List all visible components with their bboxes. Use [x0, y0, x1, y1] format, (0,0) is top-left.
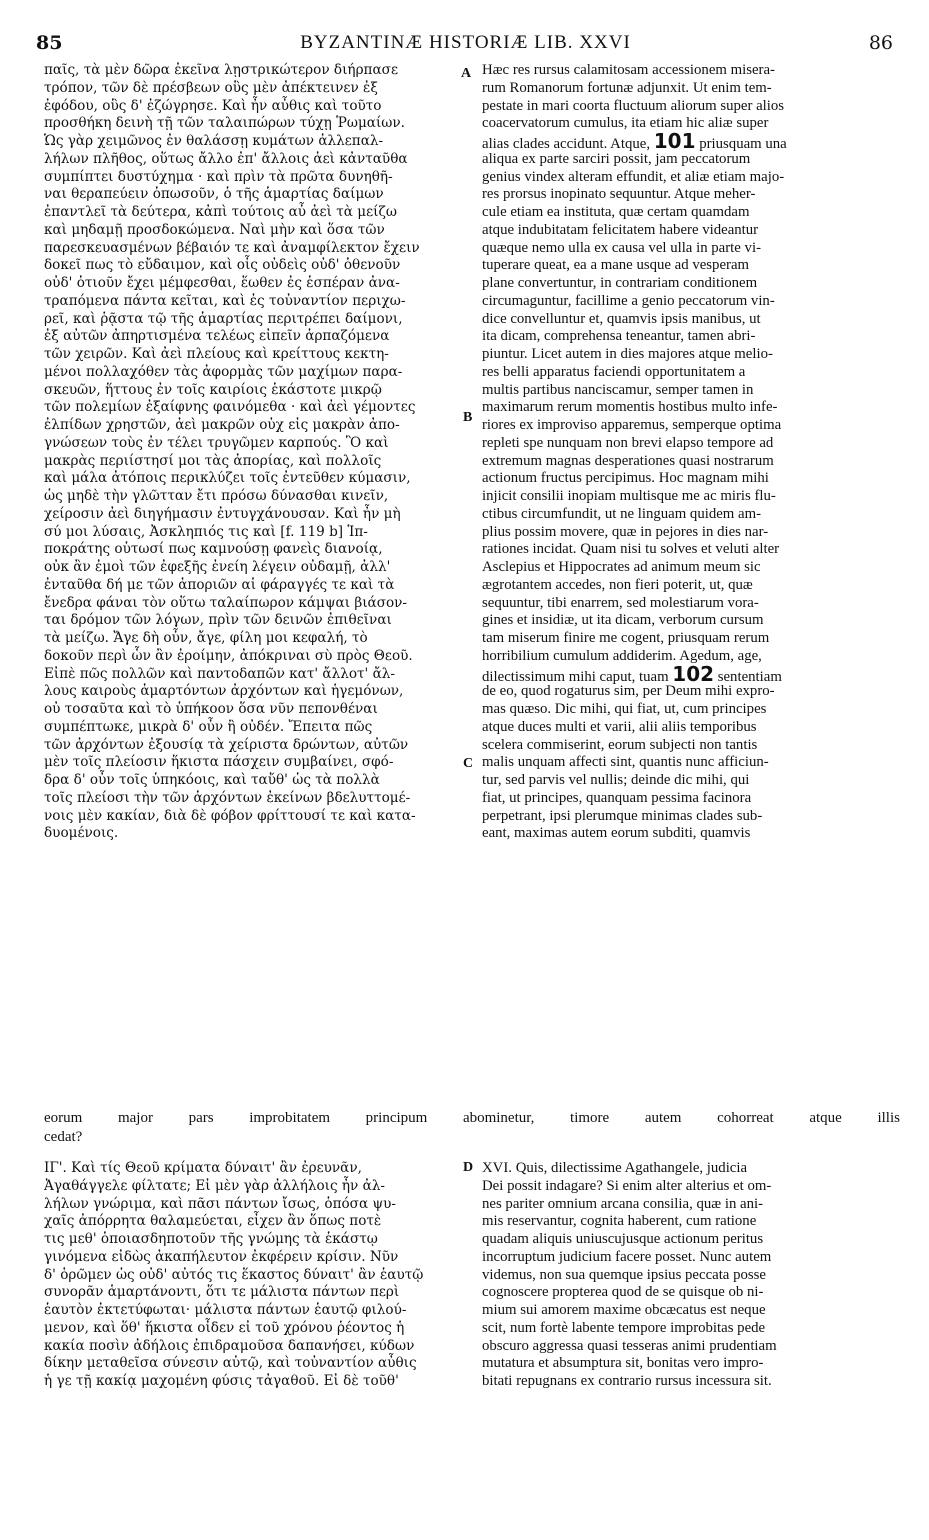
latin-line: injicit consilii inopiam multisque me ac miris flu-: [482, 488, 776, 504]
greek-line: συμπέπτωκε, μικρὰ δ' οὖν ἢ οὐδέν. Ἔπειτα πῶς: [44, 718, 373, 735]
folio-marker: 102: [672, 661, 715, 686]
greek-line: τῶν χειρῶν. Καὶ ἀεὶ πλείους καὶ κρείττους κεκτη-: [44, 346, 389, 362]
greek-line: χαῖς ἀπόρρητα θαλαμεύεται, εἶχεν ἂν ὅπως ποτὲ: [44, 1213, 382, 1230]
spanning-word: illis: [877, 1110, 900, 1126]
greek-line: παῖς, τὰ μὲν δῶρα ἐκεῖνα λῃστρικώτερον διήρπασε: [44, 62, 398, 78]
greek-line: Εἰπὲ πῶς πολλῶν καὶ παντοδαπῶν κατ' ἄλλοτ' ἄλ-: [44, 665, 395, 682]
margin-letter-c: C: [463, 756, 474, 771]
greek-line: ται δρόμον τῶν λόγων, πρὶν τῶν δεινῶν ἐπιθεῖναι: [44, 612, 392, 629]
greek-line: οὐ τοσαῦτα καὶ τὸ ὑπήκοον ὅσα νῦν πεπονθέναι: [44, 701, 378, 717]
greek-line: Ἀγαθάγγελε φίλτατε; Εἰ μὲν γὰρ ἀλλήλοις ἦν ἀλ-: [44, 1177, 386, 1194]
margin-letter-d: D: [463, 1160, 474, 1175]
greek-line: δοκεῖ πως τὸ εὔδαιμον, καὶ οἷς οὐδεὶς οὐδ' ὁθενοῦν: [44, 257, 401, 274]
latin-line: mis reservantur, cognita haberent, cum ratione: [482, 1213, 757, 1230]
spanning-line: [44, 1110, 900, 1129]
page-number-right: 86: [868, 32, 893, 54]
latin-line: repleti spe nunquam non brevi elapso tempore ad: [482, 434, 774, 451]
latin-line: res belli apparatus faciendi opportunitatem a: [482, 363, 746, 380]
greek-line: σύ μοι λύσαις, Ἀσκληπιός τις καὶ [f. 119 b] Ἱπ-: [44, 523, 368, 540]
greek-line: ἐξ αὐτῶν ἀπηρτισμένα τελέως εἰπεῖν ἁρπαζόμενα: [44, 328, 390, 345]
spanning-word: atque: [809, 1110, 842, 1126]
latin-line: XVI. Quis, dilectissime Agathangele, judicia: [482, 1160, 748, 1176]
latin-line: cognoscere propterea quod de se quisque ob ni-: [482, 1284, 764, 1301]
running-title: BYZANTINÆ HISTORIÆ LIB. XXVI: [300, 32, 631, 53]
latin-line: atque indubitatam felicitatem habere videantur: [482, 221, 759, 238]
latin-line: mutatura et absumptura sit, bonitas vero impro-: [482, 1355, 764, 1372]
latin-line: circumaguntur, facillime a genio peccatorum vin-: [482, 292, 775, 309]
latin-line: obscuro aggressa quasi tesseras animi prudentiam: [482, 1337, 777, 1354]
latin-line: aliqua ex parte sarciri possit, jam peccatorum: [482, 150, 751, 167]
greek-line: τραπόμενα πάντα κεῖται, καὶ ἐς τοὐναντίον περιχω-: [44, 292, 406, 309]
greek-line: ναι θεραπεύειν ὁπωσοῦν, ὁ τῆς ἁμαρτίας δαίμων: [44, 186, 384, 203]
latin-line: tur, sed parvis vel nullis; deinde dic mihi, qui: [482, 772, 750, 788]
latin-line: genius vindex alteram effundit, et aliæ etiam majo-: [482, 168, 785, 185]
greek-line: τῶν ἀρχόντων ἐξουσίᾳ τὰ χείριστα δρώντων, αὐτῶν: [44, 736, 409, 753]
latin-line: piuntur. Licet autem in dies majores atque melio-: [482, 346, 773, 362]
spanning-word: eorum: [44, 1110, 83, 1126]
spanning-word: timore: [570, 1110, 610, 1126]
greek-line: ἔνεδρα φάναι τὸν οὕτω ταλαίπωρον κάμψαι βιάσον-: [44, 594, 408, 611]
spanning-word: principum: [365, 1110, 428, 1126]
latin-line: tam miserum finire me cogent, priusquam rerum: [482, 630, 770, 646]
latin-line: de eo, quod rogaturus sim, per Deum mihi expro-: [482, 683, 775, 700]
latin-line: coacervatorum cumulus, ita etiam hic aliæ super: [482, 115, 769, 132]
latin-line: res prorsus inopinato sequuntur. Atque meher-: [482, 186, 756, 203]
latin-line: plane convertuntur, in contrariam conditionem: [482, 275, 758, 291]
greek-line: μὲν τοῖς πλείοσιν ἥκιστα πάσχειν συμβαίνει, σφό-: [44, 754, 394, 771]
latin-line: multis partibus nanciscamur, semper tamen in: [482, 381, 754, 398]
margin-letter-b: B: [463, 410, 473, 425]
greek-line: παρεσκευασμένων βέβαιόν τε καὶ ἀναμφίλεκτον ἔχειν: [44, 239, 420, 256]
latin-line: mium sui amorem maxime obcæcatus est neque: [482, 1302, 766, 1318]
latin-line: dilectissimum mihi caput, tuam 102 sententiam: [482, 661, 782, 686]
latin-line: cule etiam ea instituta, quæ certam quamdam: [482, 204, 750, 220]
greek-line: δ' ὁρῶμεν ὡς οὐδ' αὐτός τις ἕκαστος δύναιτ' ἂν ἑαυτῷ: [44, 1266, 424, 1283]
greek-line: τοῖς πλείοσι τὴν τῶν ἀρχόντων ἐκείνων βδελυττομέ-: [44, 789, 411, 806]
greek-line: ἐλπίδων χρηστῶν, ἀεὶ μακρῶν οὐχ εἰς μακρὰν ἀπο-: [44, 417, 400, 433]
greek-line: λήλων γνώριμα, καὶ πᾶσι πάντων ἴσως, ὁπόσα ψυ-: [44, 1195, 396, 1212]
greek-line: δοκοῦν περὶ ὧν ἂν ἐροίμην, ἀπόκριναι σὺ πρὸς Θεοῦ.: [44, 647, 413, 664]
greek-line: τρόπον, τῶν δὲ πρέσβεων οὓς μὲν ἀπέκτεινεν ἐξ: [44, 79, 378, 96]
page-number-left: 85: [36, 32, 63, 54]
margin-letter-a: A: [461, 66, 472, 81]
greek-line: ἐπαντλεῖ τὰ δεύτερα, κἀπὶ τούτοις αὖ ἀεὶ τὰ μείζω: [44, 204, 397, 220]
latin-line: tuperare queat, ea a mane usque ad vesperam: [482, 257, 750, 274]
latin-line: maximarum rerum momentis hostibus multo infe-: [482, 399, 778, 416]
latin-text-lower: [482, 1160, 900, 1391]
greek-line: δίκην μεταθεῖσα σύνεσιν αὐτῷ, καὶ τοὐναντίον αὖθις: [44, 1355, 417, 1372]
latin-line: alias clades accidunt. Atque, 101 priusquam una: [482, 129, 787, 153]
spanning-word: cohorreat: [717, 1110, 774, 1126]
spanning-line-end: cedat?: [44, 1129, 83, 1145]
greek-line: τῶν πολεμίων ἐξαίφνης φαινόμεθα · καὶ ἀεὶ γέμοντες: [44, 399, 416, 416]
latin-line: horribilium cumulum addiderim. Agedum, age,: [482, 647, 762, 664]
greek-line: σκευῶν, ἥττους ἐν τοῖς καιρίοις ἑκάστοτε μικρῷ: [44, 381, 382, 398]
greek-line: ποκράτης οὑτωσί πως καμνούσῃ φανεὶς διανοίᾳ,: [44, 541, 383, 558]
greek-line: Ὡς γὰρ χειμῶνος ἐν θαλάσσῃ κυμάτων ἀλλεπαλ-: [44, 133, 384, 149]
greek-line: δρα δ' οὖν τοῖς ὑπηκόοις, καὶ ταὔθ' ὡς τὰ πολλὰ: [44, 772, 380, 788]
latin-line: mas quæso. Dic mihi, qui fiat, ut, cum principes: [482, 701, 767, 717]
latin-line: plius possim movere, quæ in pejores in dies nar-: [482, 523, 769, 540]
greek-line: μενον, καὶ ὅθ' ἥκιστα οἶδεν εἰ τοῦ χρόνου ῥέοντος ἡ: [44, 1319, 405, 1336]
latin-line: extremum magnas desperationes quasi nostrarum: [482, 452, 774, 469]
latin-line: gines et insidiæ, ut ita dicam, verborum cursum: [482, 612, 764, 629]
latin-line: Dei possit indagare? Si enim alter alterius et om-: [482, 1177, 772, 1194]
greek-line: οὐδ' ὁτιοῦν ἔχει μέμφεσθαι, ἕωθεν ἐς ἑσπέραν ἀνα-: [44, 275, 400, 291]
greek-line: IΓ'. Καὶ τίς Θεοῦ κρίματα δύναιτ' ἂν ἐρευνᾶν,: [44, 1160, 362, 1176]
greek-line: ὡς μηδὲ τὴν γλῶτταν ἔτι πρόσω δύνασθαι κινεῖν,: [44, 488, 389, 504]
greek-line: ἐφόδου, οὓς δ' ἐζώγρησε. Καὶ ἦν αὖθις καὶ τοῦτο: [44, 97, 382, 114]
latin-line: Hæc res rursus calamitosam accessionem misera-: [482, 62, 775, 78]
greek-line: χείροσιν ἀεὶ διηγήμασιν ἐντυγχάνουσαν. Καὶ ἦν μὴ: [44, 505, 401, 522]
greek-line: δυομένοις.: [44, 825, 119, 842]
latin-line: quadam aliquis uniuscujusque actionum peritus: [482, 1231, 764, 1247]
latin-line: actionum fructus percipimus. Hoc magnam mihi: [482, 470, 769, 487]
latin-line: sequuntur, tibi enarrem, sed molestiarum vora-: [482, 594, 759, 611]
running-header: [30, 26, 901, 60]
latin-line: ita dicam, comprehensa teneantur, tamen abri-: [482, 328, 756, 345]
greek-line: νοις μὲν κακίαν, διὰ δὲ φόβον φρίττουσί τε καὶ κατα-: [44, 807, 416, 824]
greek-text-lower: [44, 1160, 459, 1391]
greek-line: κακία ποσὶν ἀδήλοις ἐπιδραμοῦσα δαπανήσει, κύδων: [44, 1337, 415, 1354]
latin-spanning-lines: [44, 1110, 900, 1148]
spanning-word: improbitatem: [249, 1110, 331, 1126]
latin-line: ctibus circumfundit, ut ne linguam quidem am-: [482, 505, 762, 522]
greek-line: γινόμενα εἰδὼς ἀκαπήλευτον ἐκφέρειν κρίσιν. Νῦν: [44, 1248, 399, 1265]
latin-line: bitati repugnans ex contrario rursus incessura sit.: [482, 1373, 772, 1389]
greek-line: ἑαυτὸν ἐκτετύφωται· μάλιστα πάντων ἑαυτῷ φιλού-: [44, 1302, 407, 1318]
latin-line: nes pariter omnium arcana consilia, quæ in ani-: [482, 1195, 764, 1212]
latin-text-upper: [482, 62, 900, 843]
greek-line: ἡ γε τῇ κακίᾳ μαχομένη φύσις τἀγαθοῦ. Εἰ δὲ τοῦθ': [44, 1373, 399, 1389]
greek-line: λήλων πλῆθος, οὕτως ἄλλο ἐπ' ἄλλοις ἀεὶ κἀνταῦθα: [44, 150, 408, 167]
latin-line: rationes incidat. Quam nisi tu solves et veluti alter: [482, 541, 780, 558]
greek-line: καὶ μάλα ἀτόποις περικλύζει τοῖς ἐντεῦθεν κύμασιν,: [44, 470, 411, 487]
latin-line: rum Romanorum fortunæ adjunxit. Ut enim tem-: [482, 79, 772, 96]
greek-line: οὐκ ἂν ἐμοὶ τῶν ἐφεξῆς ἐνείη λέγειν οὐδαμῇ, ἀλλ': [44, 559, 391, 575]
latin-line: Asclepius et Hippocrates ad animum meum sic: [482, 559, 761, 575]
greek-line: ρεῖ, καὶ ῥᾷστα τῷ τῆς ἁμαρτίας περιτρέπει δαίμονι,: [44, 310, 403, 327]
latin-line: scelera commiserint, eorum subjecti non tantis: [482, 736, 758, 753]
spanning-word: abominetur,: [462, 1110, 535, 1126]
latin-line: riores ex improviso apparemus, semperque optima: [482, 417, 782, 433]
spanning-word: autem: [644, 1110, 682, 1126]
latin-line: atque duces multi et varii, alii aliis temporibus: [482, 718, 757, 735]
latin-line: ægrotantem accedes, non fieri poterit, ut, quæ: [482, 576, 753, 593]
latin-line: eant, maximas autem eorum subditi, quamvis: [482, 825, 751, 842]
greek-line: λους καιροὺς ἁμαρτόντων ἀρχόντων καὶ ἡγεμόνων,: [44, 683, 404, 700]
greek-line: συμπίπτει δυστύχημα · καὶ πρὶν τὰ πρῶτα δυνηθῆ-: [44, 168, 393, 185]
latin-line: videmus, non sua quemque ipsius peccata posse: [482, 1266, 766, 1283]
spanning-word: pars: [188, 1110, 214, 1126]
greek-line: συνορᾶν ἁμαρτάνοντι, ὅτι τε μάλιστα πάντων περὶ: [44, 1284, 400, 1301]
latin-line: dice convelluntur et, quamvis ipsis manibus, ut: [482, 310, 761, 327]
greek-line: μένοι πολλαχόθεν τὰς ἀφορμὰς τῶν μαχίμων παρα-: [44, 363, 403, 380]
greek-line: ἐνταῦθα δή με τῶν ἀποριῶν αἱ φάραγγές τε καὶ τὰ: [44, 576, 395, 593]
greek-line: γνώσεων τοὺς ἐν τέλει τρυγῶμεν καρπούς. Ὃ καὶ: [44, 434, 389, 451]
greek-line: τις μεθ' ὁποιασδηποτοῦν τῆς γνώμης τὰ ἑκάστῳ: [44, 1231, 378, 1247]
latin-line: perpetrant, ipsi plerumque minimas clades sub-: [482, 807, 763, 824]
latin-line: quæque nemo ulla ex causa vel ulla in parte vi-: [482, 239, 761, 256]
greek-line: προσθήκη δεινὴ τῇ τῶν ταλαιπώρων τύχῃ Ῥωμαίων.: [44, 115, 405, 132]
greek-text-upper: [44, 62, 459, 843]
latin-line: incorruptum judicium facere posset. Nunc autem: [482, 1248, 772, 1265]
greek-line: τὰ μείζω. Ἄγε δὴ οὖν, ἄγε, φίλη μοι κεφαλή, τὸ: [44, 630, 368, 646]
spanning-word: major: [117, 1110, 153, 1126]
latin-line: fiat, ut principes, quanquam pessima facinora: [482, 789, 752, 806]
folio-marker: 101: [653, 129, 696, 153]
latin-line: scit, num fortè labente tempore improbitas pede: [482, 1319, 766, 1336]
latin-line: pestate in mari coorta fluctuum aliorum super alios: [482, 97, 785, 114]
greek-line: καὶ μηδαμῇ προσδοκώμενα. Ναὶ μὴν καὶ ὅσα τῶν: [44, 221, 385, 238]
greek-line: μακρὰς περιίστησί μοι τὰς ἀπορίας, καὶ πολλοῖς: [44, 452, 382, 469]
latin-line: malis unquam affecti sint, quantis nunc afficiun-: [482, 754, 769, 771]
